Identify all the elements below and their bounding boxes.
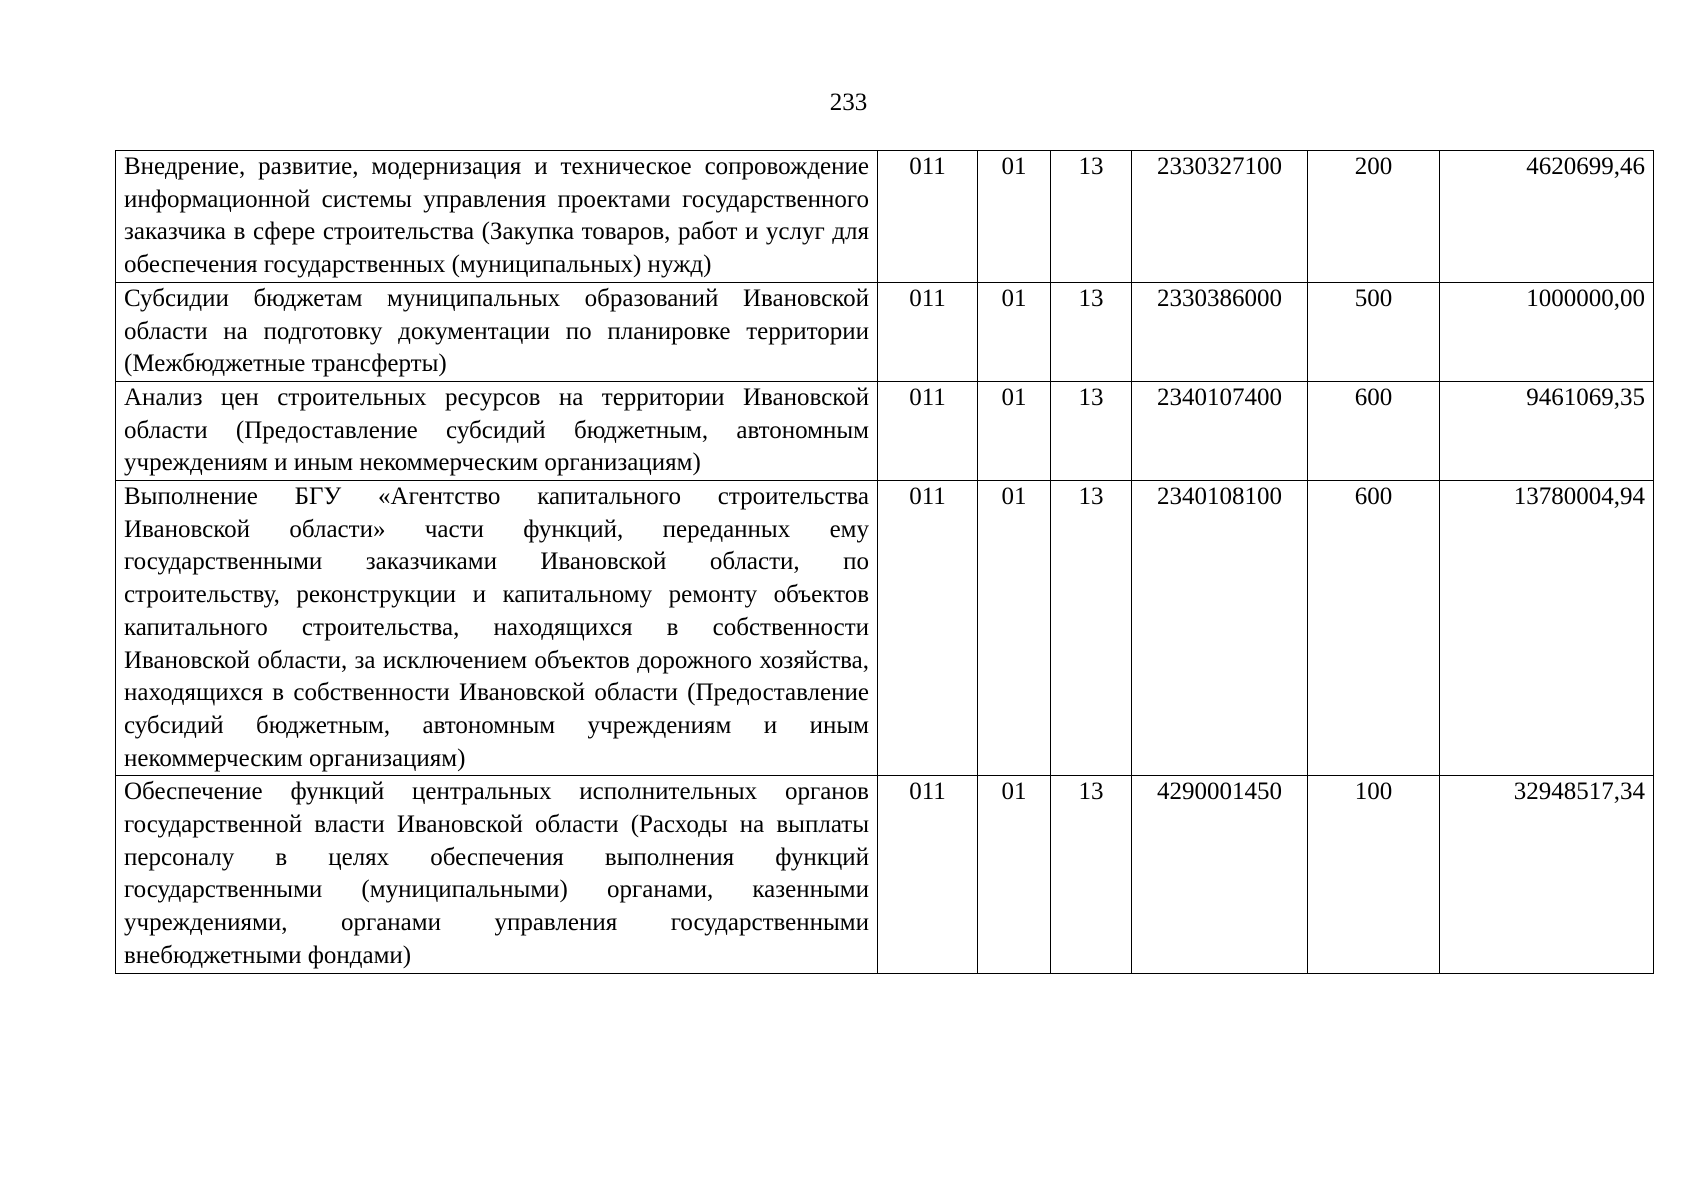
row-description: Субсидии бюджетам муниципальных образований Ивановской области на подготовку документации по планировке территории (Межбюджетные трансферты) bbox=[116, 282, 878, 381]
row-target-article: 4290001450 bbox=[1132, 776, 1308, 973]
row-grbs-code: 011 bbox=[878, 776, 978, 973]
table-row bbox=[116, 481, 1654, 776]
row-target-article: 2330327100 bbox=[1132, 151, 1308, 283]
row-expense-type: 200 bbox=[1308, 151, 1440, 283]
row-subsection-code: 13 bbox=[1051, 151, 1132, 283]
row-target-article: 2340107400 bbox=[1132, 381, 1308, 480]
row-subsection-code: 13 bbox=[1051, 481, 1132, 776]
row-target-article: 2330386000 bbox=[1132, 282, 1308, 381]
row-grbs-code: 011 bbox=[878, 481, 978, 776]
row-description: Выполнение БГУ «Агентство капитального строительства Ивановской области» части функций, переданных ему государственными заказчиками Ивановской области, по строительству, реконструкции и капитальному ремонту объектов капитального строительства, находящихся в собственности Ивановской области, за исключением объектов дорожного хозяйства, находящихся в собственности Ивановской области (Предоставление субсидий бюджетным, автономным учреждениям и иным некоммерческим организациям) bbox=[116, 481, 878, 776]
row-expense-type: 600 bbox=[1308, 381, 1440, 480]
row-amount: 4620699,46 bbox=[1440, 151, 1654, 283]
table-row bbox=[116, 151, 1654, 283]
row-grbs-code: 011 bbox=[878, 151, 978, 283]
row-section-code: 01 bbox=[978, 151, 1051, 283]
row-expense-type: 500 bbox=[1308, 282, 1440, 381]
row-subsection-code: 13 bbox=[1051, 776, 1132, 973]
row-amount: 32948517,34 bbox=[1440, 776, 1654, 973]
table-row bbox=[116, 282, 1654, 381]
row-section-code: 01 bbox=[978, 776, 1051, 973]
row-section-code: 01 bbox=[978, 282, 1051, 381]
row-description: Внедрение, развитие, модернизация и техническое сопровождение информационной системы управления проектами государственного заказчика в сфере строительства (Закупка товаров, работ и услуг для обеспечения государственных (муниципальных) нужд) bbox=[116, 151, 878, 283]
row-grbs-code: 011 bbox=[878, 381, 978, 480]
row-description: Обеспечение функций центральных исполнительных органов государственной власти Ивановской области (Расходы на выплаты персоналу в целях обеспечения выполнения функций государственными (муниципальными) органами, казенными учреждениями, органами управления государственными внебюджетными фондами) bbox=[116, 776, 878, 973]
row-grbs-code: 011 bbox=[878, 282, 978, 381]
row-section-code: 01 bbox=[978, 381, 1051, 480]
row-subsection-code: 13 bbox=[1051, 282, 1132, 381]
page-number: 233 bbox=[829, 89, 868, 116]
row-expense-type: 100 bbox=[1308, 776, 1440, 973]
row-amount: 9461069,35 bbox=[1440, 381, 1654, 480]
row-section-code: 01 bbox=[978, 481, 1051, 776]
table-row bbox=[116, 776, 1654, 973]
row-amount: 13780004,94 bbox=[1440, 481, 1654, 776]
row-target-article: 2340108100 bbox=[1132, 481, 1308, 776]
budget-table bbox=[115, 150, 1654, 974]
row-subsection-code: 13 bbox=[1051, 381, 1132, 480]
row-description: Анализ цен строительных ресурсов на территории Ивановской области (Предоставление субсидий бюджетным, автономным учреждениям и иным некоммерческим организациям) bbox=[116, 381, 878, 480]
row-expense-type: 600 bbox=[1308, 481, 1440, 776]
table-row bbox=[116, 381, 1654, 480]
row-amount: 1000000,00 bbox=[1440, 282, 1654, 381]
